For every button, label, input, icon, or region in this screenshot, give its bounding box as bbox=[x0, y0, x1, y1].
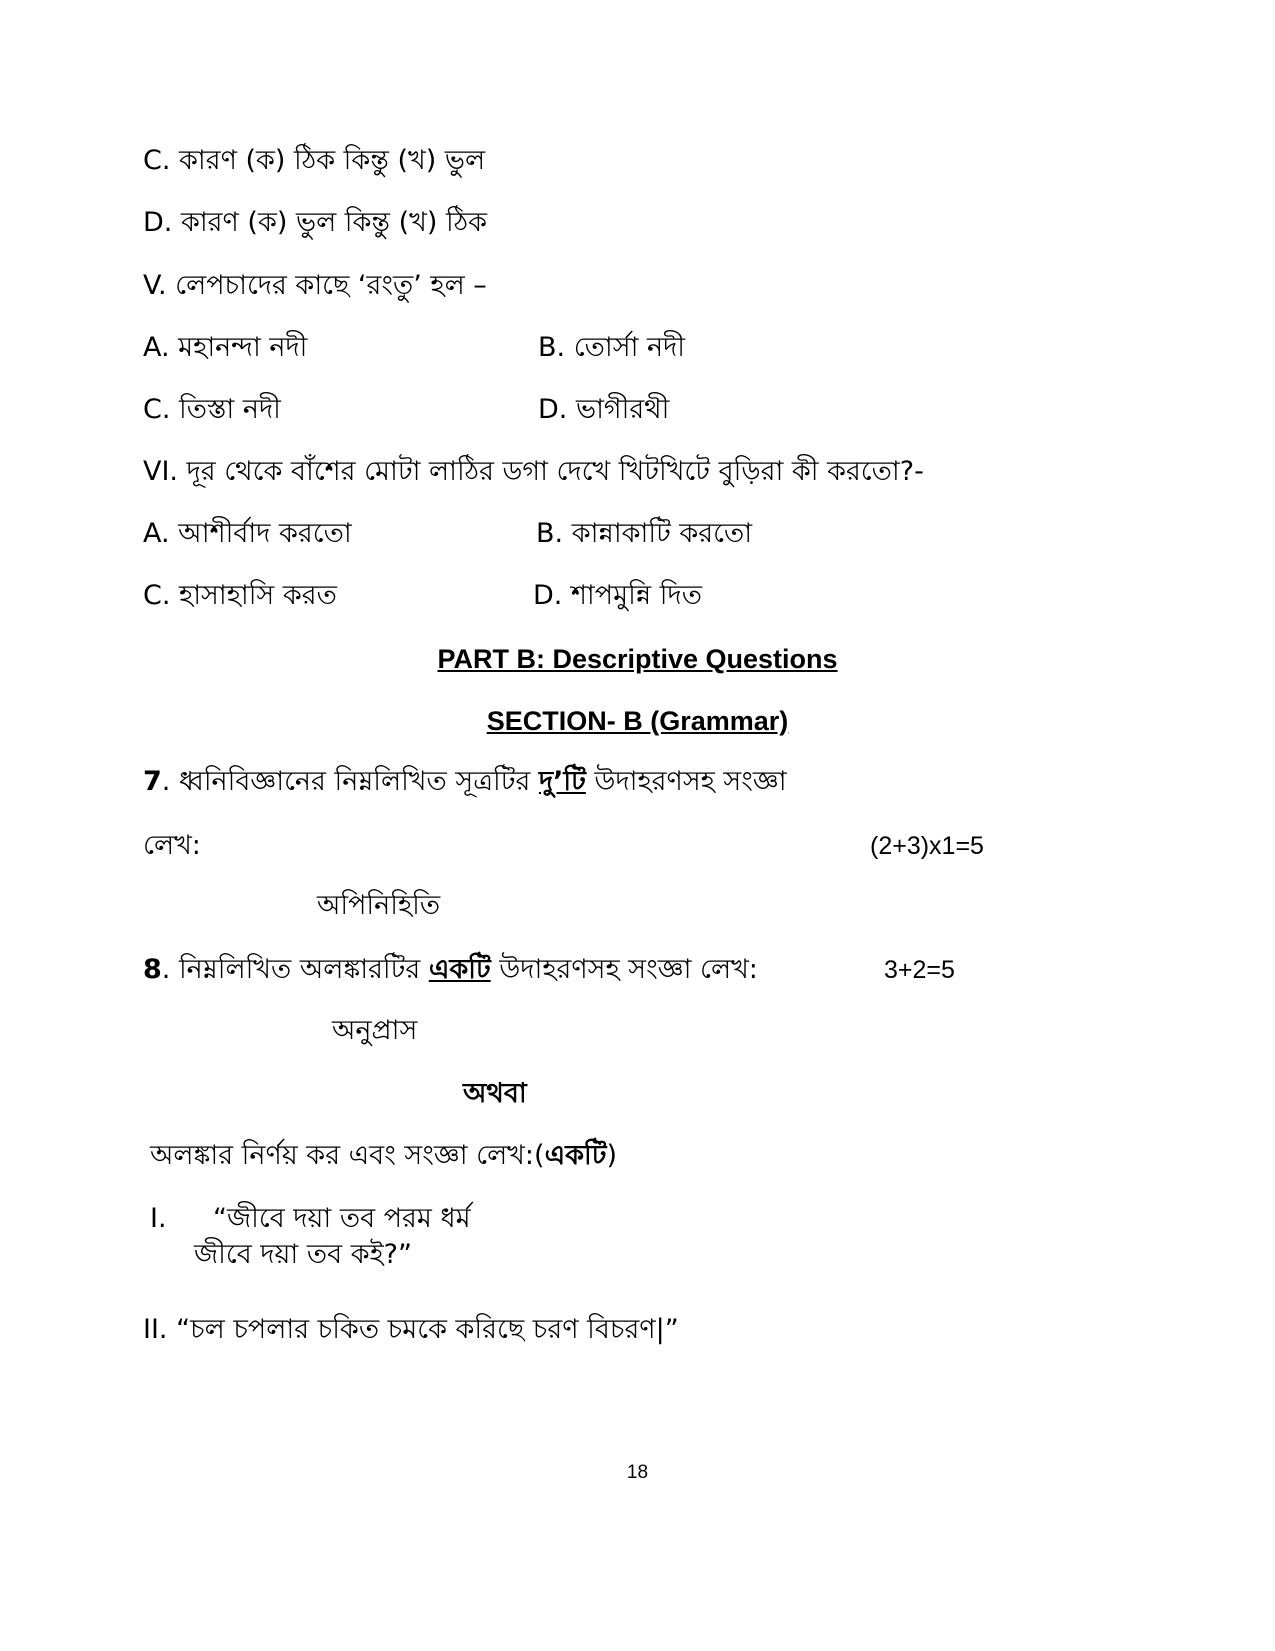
option-d-q4: D. কারণ (ক) ভুল কিন্তু (খ) ঠিক bbox=[143, 207, 488, 238]
question-8-text: . নিম্নলিখিত অলঙ্কারটির bbox=[161, 954, 429, 985]
or-label: অথবা bbox=[463, 1078, 527, 1109]
page-number: 18 bbox=[626, 1462, 649, 1483]
alternative-text-after: ) bbox=[606, 1140, 617, 1171]
question-7-text-after: উদাহরণসহ সংজ্ঞা bbox=[585, 766, 787, 797]
item-1-line-1: “জীবে দয়া তব পরম ধর্ম bbox=[213, 1203, 471, 1234]
question-7-number: 7 bbox=[143, 766, 162, 797]
alternative-text: অলঙ্কার নির্ণয় কর এবং সংজ্ঞা লেখ:( bbox=[150, 1140, 545, 1171]
question-8-term: অনুপ্রাস bbox=[332, 1015, 418, 1046]
alternative-emphasis: একটি bbox=[544, 1140, 607, 1171]
section-heading: SECTION- B (Grammar) bbox=[486, 706, 789, 736]
question-8 bbox=[143, 952, 758, 988]
question-8-alternative bbox=[150, 1138, 617, 1174]
question-7-term: অপিনিহিতি bbox=[317, 890, 441, 921]
question-7-text: . ধ্বনিবিজ্ঞানের নিম্নলিখিত সূত্রটির bbox=[161, 766, 539, 797]
question-8-text-after: উদাহরণসহ সংজ্ঞা লেখ: bbox=[490, 954, 758, 985]
option-d-q5: D. ভাগীরথী bbox=[538, 394, 670, 425]
question-7-emphasis: দু’টি bbox=[538, 766, 586, 797]
question-7-marks: (2+3)x1=5 bbox=[870, 832, 984, 860]
option-b-q6: B. কান্নাকাটি করতো bbox=[536, 518, 753, 549]
item-1-label: I. bbox=[150, 1203, 167, 1234]
option-b-q5: B. তোর্সা নদী bbox=[538, 332, 686, 363]
option-d-q6: D. শাপমুন্নি দিত bbox=[533, 580, 702, 611]
question-7 bbox=[143, 764, 787, 800]
option-c-q4: C. কারণ (ক) ঠিক কিন্তু (খ) ভুল bbox=[143, 145, 486, 176]
option-a-q5: A. মহানন্দা নদী bbox=[143, 332, 308, 363]
part-heading: PART B: Descriptive Questions bbox=[437, 644, 838, 674]
question-7-continuation: লেখ: bbox=[143, 830, 201, 861]
question-5: V. লেপচাদের কাছে ‘রংতু’ হল – bbox=[143, 270, 487, 301]
question-8-emphasis: একটি bbox=[428, 954, 491, 985]
option-c-q5: C. তিস্তা নদী bbox=[143, 394, 281, 425]
item-1-line-2: জীবে দয়া তব কই?” bbox=[194, 1239, 412, 1270]
option-c-q6: C. হাসাহাসি করত bbox=[143, 580, 337, 611]
question-8-marks: 3+2=5 bbox=[884, 956, 955, 984]
option-a-q6: A. আশীর্বাদ করতো bbox=[143, 518, 352, 549]
question-8-number: 8 bbox=[143, 954, 162, 985]
question-6: VI. দূর থেকে বাঁশের মোটা লাঠির ডগা দেখে খিটখিটে বুড়িরা কী করতো?- bbox=[143, 456, 924, 487]
item-2: II. “চল চপলার চকিত চমকে করিছে চরণ বিচরণ|” bbox=[143, 1314, 679, 1345]
